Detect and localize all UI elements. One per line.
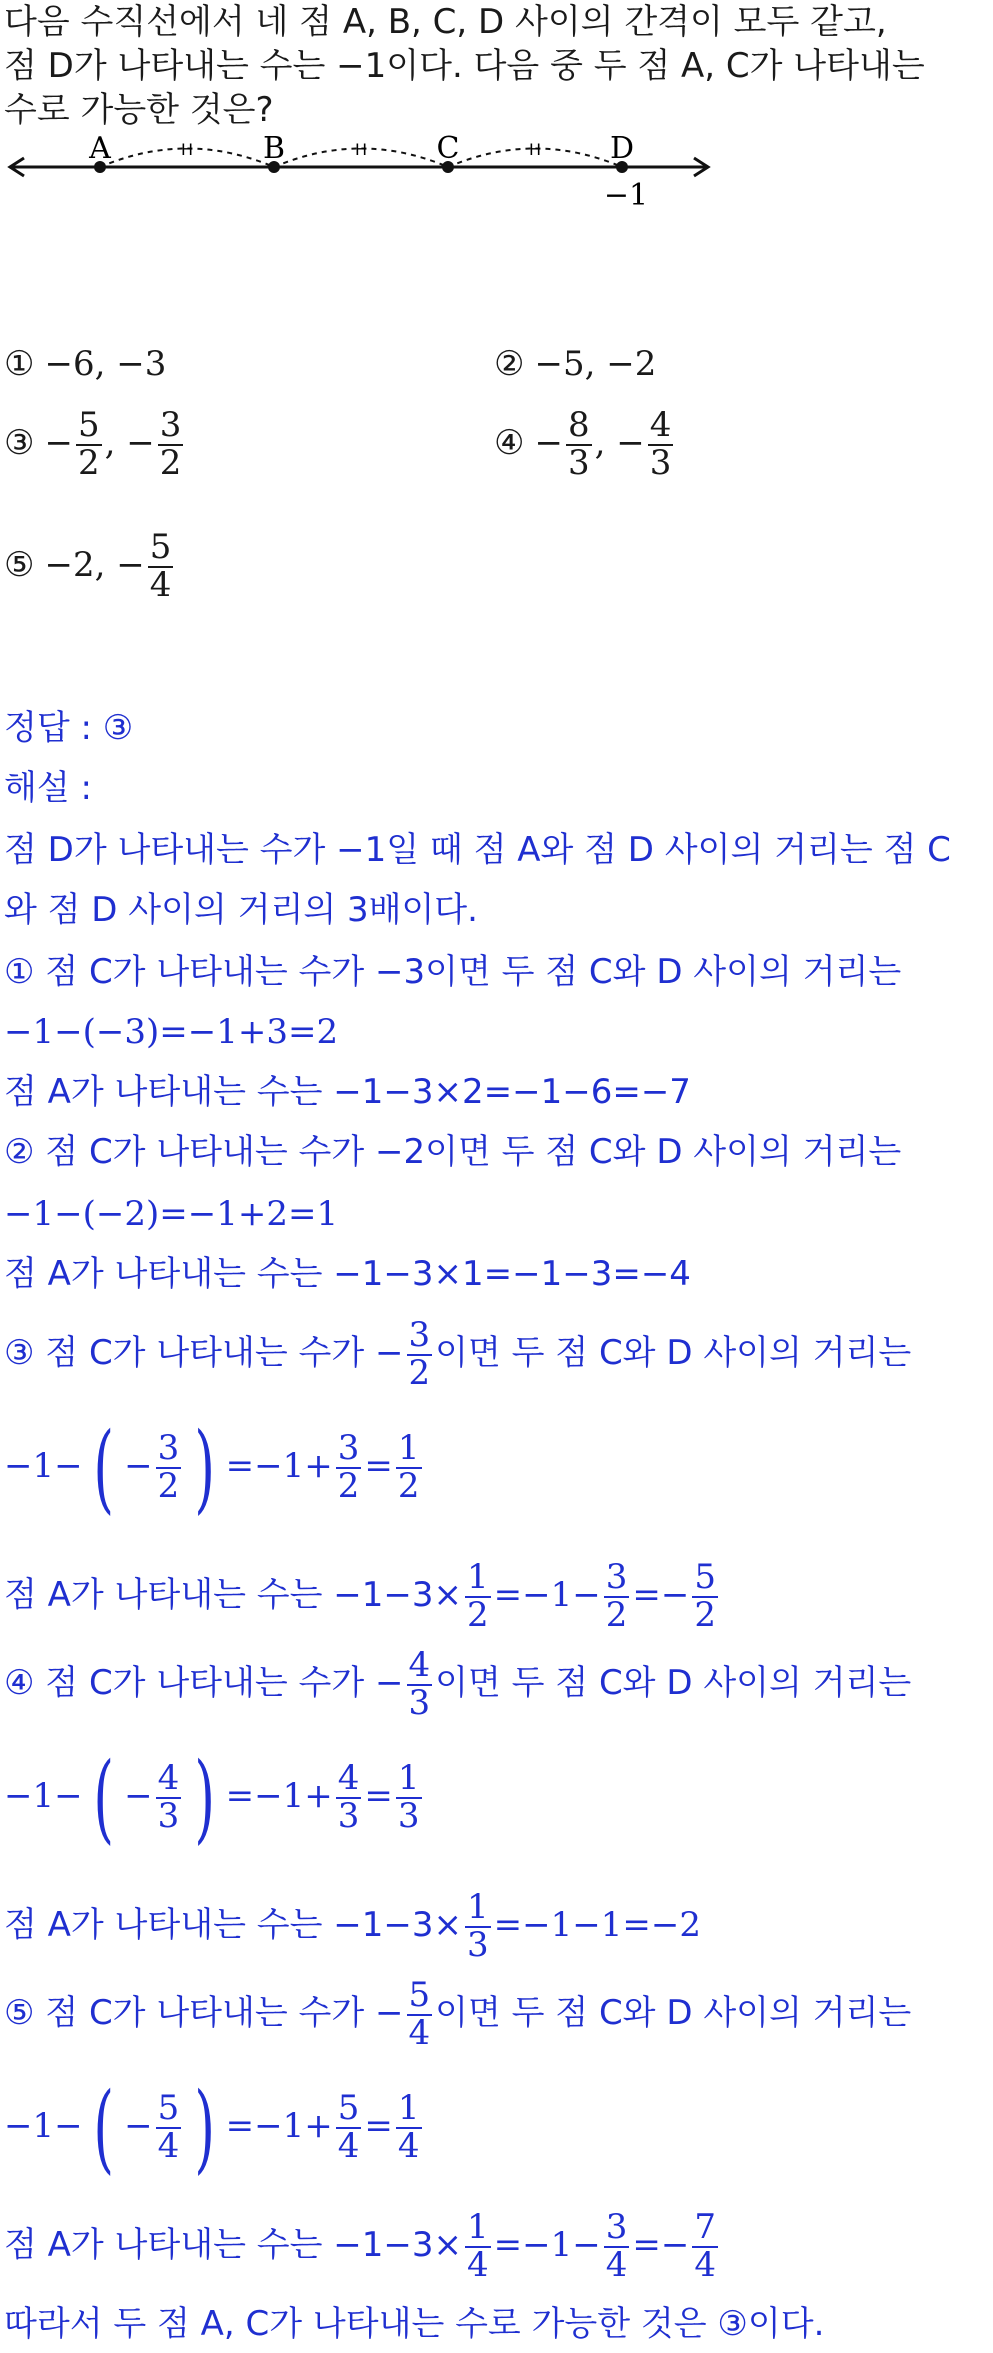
point-c-label: C [436,131,460,166]
case-2-line-1: ② 점 C가 나타내는 수가 −2이면 두 점 C와 D 사이의 거리는 [4,1132,902,1172]
choice-5-frac: $\frac{5}{4}$ [149,527,172,605]
choice-5-mark: ⑤ [4,545,35,586]
case-3-line-2: −1− ( − $\frac{3}{2}$ ) =−1+ $\frac{3}{2}$ = $\frac{1}{2}$ [4,1412,420,1524]
case-1-line-1: ① 점 C가 나타내는 수가 −3이면 두 점 C와 D 사이의 거리는 [4,952,902,992]
tick-value-label: −1 [603,178,649,210]
explanation-line-1: 점 D가 나타내는 수가 −1일 때 점 A와 점 D 사이의 거리는 점 C [4,830,951,870]
number-line-diagram [0,130,720,210]
explanation-label: 해설 : [4,768,92,808]
choice-5[interactable] [4,527,176,605]
choice-3-minus-1: − [44,423,73,464]
case-3-line-1: ③ 점 C가 나타내는 수가 − $\frac{3}{2}$ 이면 두 점 C와 D 사이의 거리는 [4,1315,912,1393]
choice-3-minus-2: − [126,423,155,464]
choice-4[interactable] [494,405,676,483]
case-3-line-3: 점 A가 나타내는 수는 −1−3× $\frac{1}{2}$ =−1− $\frac{3}{2}$ =− $\frac{5}{2}$ [4,1557,716,1635]
choice-3-mark: ③ [4,423,35,464]
question-line-3: 수로 가능한 것은? [4,90,274,130]
case-4-line-1: ④ 점 C가 나타내는 수가 − $\frac{4}{3}$ 이면 두 점 C와 D 사이의 거리는 [4,1645,912,1723]
case-3-frac: $\frac{3}{2}$ [408,1315,431,1393]
equal-mark-2: H [354,140,368,159]
case-4-line-3: 점 A가 나타내는 수는 −1−3× $\frac{1}{3}$ =−1−1=−2 [4,1887,701,1965]
answer-label: 정답 : ③ [4,708,134,748]
choice-3-frac-2: $\frac{3}{2}$ [159,405,182,483]
choice-3[interactable] [4,405,186,483]
choice-4-frac-1: $\frac{8}{3}$ [567,405,590,483]
case-1-line-2: −1−(−3)=−1+3=2 [4,1012,339,1052]
case-5-frac: $\frac{5}{4}$ [408,1975,431,2053]
final-conclusion: 따라서 두 점 A, C가 나타내는 수로 가능한 것은 ③이다. [4,2304,825,2344]
case-2-line-3: 점 A가 나타내는 수는 −1−3×1=−1−3=−4 [4,1254,691,1294]
choice-4-minus-2: − [616,423,645,464]
explanation-line-2: 와 점 D 사이의 거리의 3배이다. [4,890,478,930]
case-5-line-3: 점 A가 나타내는 수는 −1−3× $\frac{1}{4}$ =−1− $\frac{3}{4}$ =− $\frac{7}{4}$ [4,2207,716,2285]
choice-1[interactable] [4,340,166,388]
question-line-1: 다음 수직선에서 네 점 A, B, C, D 사이의 간격이 모두 같고, [4,2,887,42]
point-b-label: B [262,131,286,166]
question-line-2: 점 D가 나타내는 수는 −1이다. 다음 중 두 점 A, C가 나타내는 [4,46,925,86]
case-4-line-2: −1− ( − $\frac{4}{3}$ ) =−1+ $\frac{4}{3}$ = $\frac{1}{3}$ [4,1742,420,1854]
point-d-label: D [609,131,635,166]
point-a-label: A [89,131,111,166]
choice-2-value: −5, −2 [534,344,657,384]
case-1-line-3: 점 A가 나타내는 수는 −1−3×2=−1−6=−7 [4,1072,691,1112]
choice-3-frac-1: $\frac{5}{2}$ [77,405,100,483]
case-4-frac: $\frac{4}{3}$ [408,1645,431,1723]
choice-4-sep: , [594,423,606,464]
choice-1-value: −6, −3 [44,344,167,384]
equal-mark-1: H [180,140,194,159]
case-5-line-1: ⑤ 점 C가 나타내는 수가 − $\frac{5}{4}$ 이면 두 점 C와 D 사이의 거리는 [4,1975,912,2053]
choice-5-pre: −2, − [44,545,145,586]
choice-4-frac-2: $\frac{4}{3}$ [649,405,672,483]
choice-4-mark: ④ [494,423,525,464]
choice-2-mark: ② [494,344,525,384]
choice-2[interactable] [494,340,656,388]
case-2-line-2: −1−(−2)=−1+2=1 [4,1194,339,1234]
choice-4-minus-1: − [534,423,563,464]
case-5-line-2: −1− ( − $\frac{5}{4}$ ) =−1+ $\frac{5}{4}$ = $\frac{1}{4}$ [4,2072,420,2184]
equal-mark-3: H [528,140,542,159]
choice-3-sep: , [104,423,116,464]
choice-1-mark: ① [4,344,35,384]
